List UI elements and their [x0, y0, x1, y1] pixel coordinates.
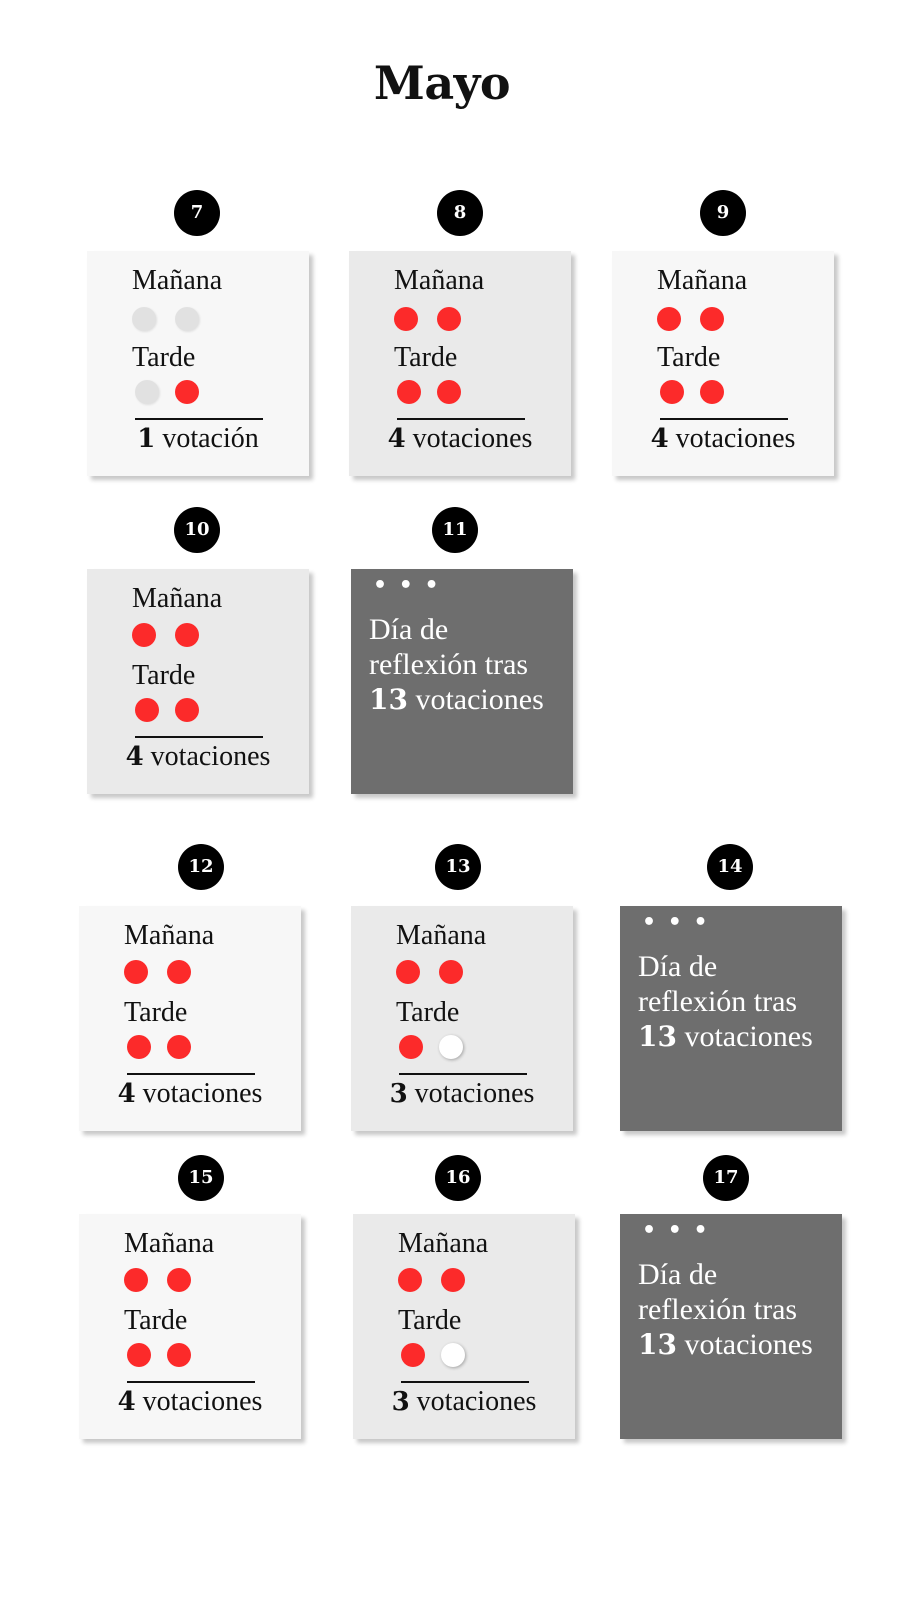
vote-dot	[167, 960, 191, 984]
vote-total	[87, 421, 309, 457]
day-badge: 11	[432, 507, 478, 553]
vote-dot	[398, 1268, 422, 1292]
rest-total	[369, 682, 569, 717]
vote-dot	[167, 1268, 191, 1292]
morning-label: Mañana	[394, 265, 485, 296]
divider	[127, 1073, 255, 1075]
day-badge: 16	[435, 1155, 481, 1201]
vote-word: votaciones	[675, 423, 796, 454]
vote-dot	[399, 1035, 423, 1059]
rest-line: reflexión tras	[638, 985, 798, 1018]
vote-count: 4	[125, 742, 144, 772]
rest-day-card	[620, 906, 842, 1131]
vote-word: votación	[162, 423, 259, 454]
morning-label: Mañana	[124, 1228, 215, 1259]
vote-dot	[700, 307, 724, 331]
vote-dot	[437, 307, 461, 331]
vote-count: 4	[117, 1079, 136, 1109]
vote-word: votaciones	[684, 1328, 813, 1361]
vote-dot	[127, 1035, 151, 1059]
vote-word: votaciones	[414, 1078, 535, 1109]
vote-total	[79, 1076, 301, 1112]
vote-word: votaciones	[415, 683, 544, 716]
day-card	[87, 569, 309, 794]
vote-word: votaciones	[150, 741, 271, 772]
day-badge: 15	[178, 1155, 224, 1201]
rest-line: Día de	[369, 613, 449, 646]
day-card	[351, 906, 573, 1131]
vote-dot	[660, 380, 684, 404]
afternoon-label: Tarde	[396, 997, 460, 1028]
vote-total	[79, 1384, 301, 1420]
day-card	[612, 251, 834, 476]
rest-day-card	[620, 1214, 842, 1439]
day-card	[79, 906, 301, 1131]
morning-label: Mañana	[398, 1228, 489, 1259]
vote-dot	[394, 307, 418, 331]
vote-word: votaciones	[412, 423, 533, 454]
rest-text	[638, 1257, 838, 1362]
morning-label: Mañana	[132, 265, 223, 296]
rest-line: reflexión tras	[369, 648, 529, 681]
vote-dot	[175, 698, 199, 722]
vote-count: 3	[391, 1387, 410, 1417]
afternoon-label: Tarde	[124, 1305, 188, 1336]
rest-total	[638, 1019, 838, 1054]
vote-dot	[439, 1035, 463, 1059]
rest-line: Día de	[638, 950, 718, 983]
vote-dot	[127, 1343, 151, 1367]
vote-count: 13	[369, 683, 408, 716]
vote-total	[351, 1076, 573, 1112]
afternoon-label: Tarde	[657, 342, 721, 373]
vote-count: 13	[638, 1020, 677, 1053]
vote-dot	[396, 960, 420, 984]
ellipsis-icon: • • •	[373, 573, 441, 598]
vote-dot	[132, 307, 156, 331]
vote-count: 3	[389, 1079, 408, 1109]
vote-dot	[175, 380, 199, 404]
ellipsis-icon: • • •	[642, 1218, 710, 1243]
afternoon-label: Tarde	[132, 342, 196, 373]
day-card	[79, 1214, 301, 1439]
rest-line: reflexión tras	[638, 1293, 798, 1326]
vote-dot	[124, 960, 148, 984]
afternoon-label: Tarde	[394, 342, 458, 373]
morning-label: Mañana	[657, 265, 748, 296]
afternoon-label: Tarde	[398, 1305, 462, 1336]
vote-dot	[397, 380, 421, 404]
day-badge: 13	[435, 844, 481, 890]
vote-word: votaciones	[142, 1386, 263, 1417]
day-card	[349, 251, 571, 476]
morning-label: Mañana	[396, 920, 487, 951]
divider	[399, 1073, 527, 1075]
vote-dot	[135, 380, 159, 404]
divider	[397, 418, 525, 420]
vote-dot	[700, 380, 724, 404]
vote-word: votaciones	[142, 1078, 263, 1109]
morning-label: Mañana	[124, 920, 215, 951]
day-badge: 14	[707, 844, 753, 890]
vote-count: 4	[387, 424, 406, 454]
vote-dot	[124, 1268, 148, 1292]
day-badge: 7	[174, 190, 220, 236]
rest-total	[638, 1327, 838, 1362]
morning-label: Mañana	[132, 583, 223, 614]
divider	[135, 736, 263, 738]
vote-count: 13	[638, 1328, 677, 1361]
ellipsis-icon: • • •	[642, 910, 710, 935]
vote-dot	[175, 307, 199, 331]
day-card	[353, 1214, 575, 1439]
vote-dot	[401, 1343, 425, 1367]
vote-word: votaciones	[684, 1020, 813, 1053]
vote-count: 4	[650, 424, 669, 454]
divider	[660, 418, 788, 420]
vote-dot	[167, 1035, 191, 1059]
vote-count: 4	[117, 1387, 136, 1417]
rest-text	[369, 612, 569, 717]
vote-dot	[437, 380, 461, 404]
afternoon-label: Tarde	[132, 660, 196, 691]
vote-total	[612, 421, 834, 457]
rest-line: Día de	[638, 1258, 718, 1291]
vote-word: votaciones	[416, 1386, 537, 1417]
vote-dot	[657, 307, 681, 331]
vote-total	[353, 1384, 575, 1420]
rest-text	[638, 949, 838, 1054]
vote-count: 1	[137, 424, 156, 454]
day-card	[87, 251, 309, 476]
divider	[127, 1381, 255, 1383]
vote-dot	[441, 1343, 465, 1367]
day-badge: 9	[700, 190, 746, 236]
vote-dot	[175, 623, 199, 647]
vote-dot	[441, 1268, 465, 1292]
page-title: Mayo	[373, 56, 511, 110]
divider	[401, 1381, 529, 1383]
afternoon-label: Tarde	[124, 997, 188, 1028]
vote-dot	[135, 698, 159, 722]
day-badge: 8	[437, 190, 483, 236]
vote-dot	[167, 1343, 191, 1367]
rest-day-card	[351, 569, 573, 794]
divider	[135, 418, 263, 420]
vote-dot	[439, 960, 463, 984]
day-badge: 12	[178, 844, 224, 890]
vote-dot	[132, 623, 156, 647]
day-badge: 10	[174, 507, 220, 553]
vote-total	[87, 739, 309, 775]
day-badge: 17	[703, 1155, 749, 1201]
vote-total	[349, 421, 571, 457]
